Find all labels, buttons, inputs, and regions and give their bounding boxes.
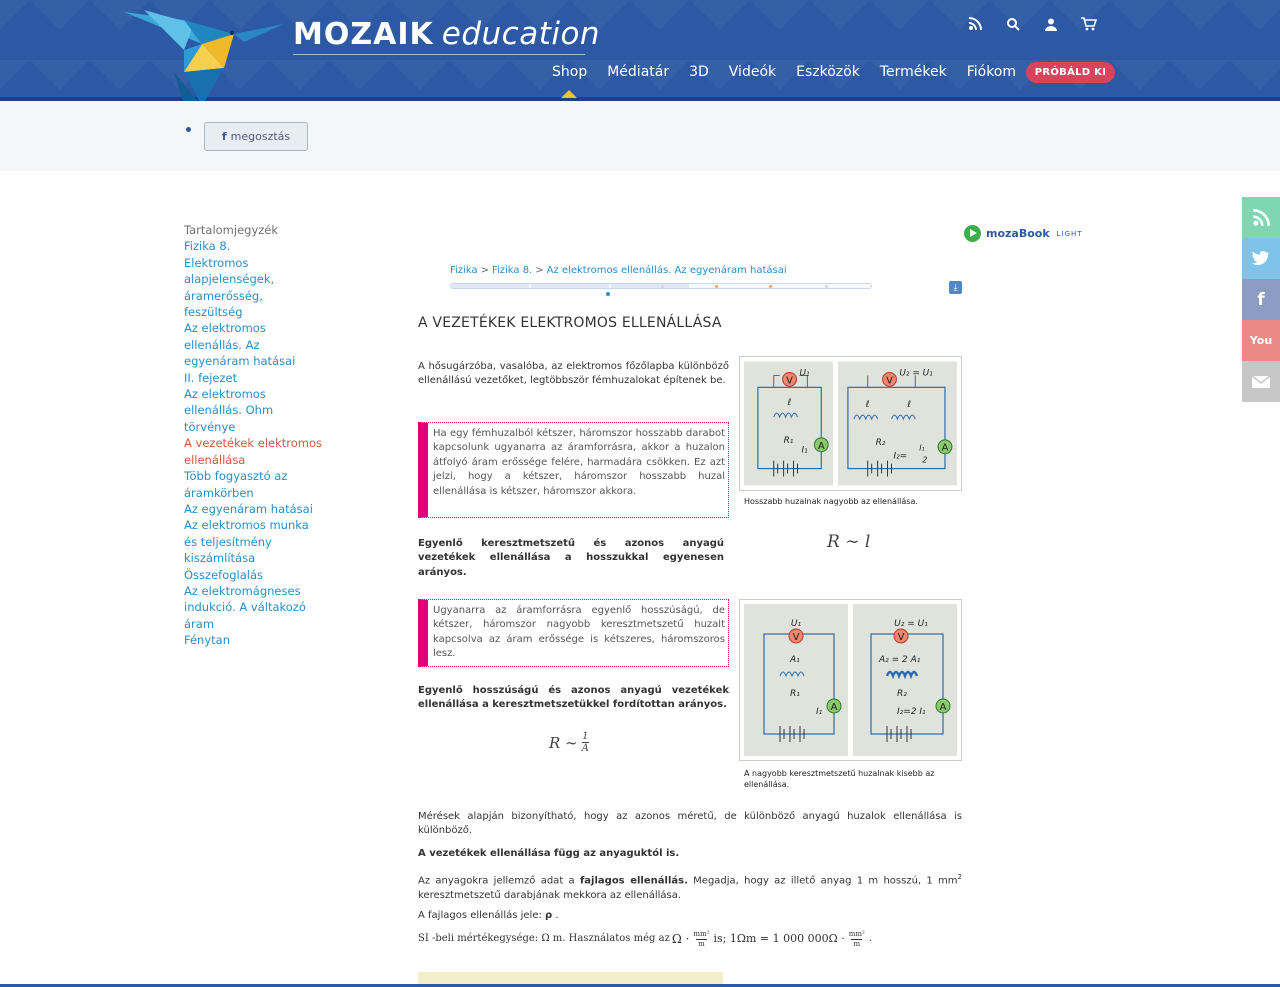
main-nav [552, 64, 1036, 80]
nav-eszkozok[interactable]: Eszközök [796, 64, 860, 80]
current-fraction-num: I₁ [919, 443, 925, 453]
ammeter-label: A [941, 442, 949, 454]
user-icon[interactable] [1041, 14, 1061, 34]
share-strip [0, 101, 1280, 171]
nav-videok[interactable]: Videók [728, 64, 777, 80]
progress-marker [715, 285, 718, 288]
superscript: 2 [957, 873, 962, 881]
rss-share-icon[interactable] [1242, 197, 1280, 238]
figure-cross-section-resistance [739, 599, 962, 761]
download-icon[interactable]: ⤓ [949, 281, 962, 294]
table-of-contents [184, 222, 324, 649]
toc-item[interactable]: Összefoglalás [184, 567, 264, 582]
brand-logo[interactable] [293, 16, 600, 56]
ammeter-label: A [939, 702, 947, 713]
length-label: ℓ [787, 398, 792, 409]
text-span: is; 1Ωm = 1 000 000Ω · [713, 932, 845, 946]
voltmeter-label: V [886, 375, 894, 387]
voltage-label: U₂ = U₁ [894, 619, 928, 629]
si-unit-paragraph [418, 930, 962, 949]
text-span: Megadja, hogy az illető anyag 1 m hosszú, 1 mm [687, 875, 958, 887]
toc-item[interactable]: Az elektromos ellenállás. Ohm törvénye [184, 387, 274, 434]
progress-segment [451, 284, 529, 288]
toc-item[interactable]: Az egyenáram hatásai [184, 501, 313, 516]
voltmeter-label: V [786, 375, 793, 387]
length-label: ℓ [865, 400, 870, 411]
experiment-note-1: Ha egy fémhuzalból kétszer, háromszor hosszabb darabot kapcsolunk ugyanarra az áramforrásra, akkor a huzalon átfolyó áram erőssége felére, harmadára csökken. Ez azt jelzi, hogy a kétszer, háromszor hosszabb huzal ellenállása is kétszer, háromszor akkora. [418, 422, 729, 518]
resistance-label: R₁ [783, 435, 794, 446]
progress-marker [769, 285, 772, 288]
mozabook-edition: LIGHT [1056, 229, 1083, 238]
page-title: A VEZETÉKEK ELEKTROMOS ELLENÁLLÁSA [418, 315, 722, 331]
nav-3d[interactable]: 3D [689, 64, 709, 80]
social-sidebar [1242, 197, 1280, 402]
rho-symbol: ρ [545, 910, 553, 921]
area-label: A₂ = 2 A₁ [879, 655, 921, 665]
voltage-label: U₁ [790, 619, 802, 629]
text-span: SI -beli mértékegysége: Ω m. Használatos még az [418, 933, 670, 945]
youtube-icon[interactable]: You [1242, 320, 1280, 361]
length-label: ℓ [907, 400, 912, 411]
formula-r-length: R ∼ l [827, 532, 871, 552]
logo-education-text: education [441, 16, 601, 52]
unit-fraction-den: m [698, 940, 705, 948]
text-span: . [552, 910, 559, 921]
share-label: megosztás [230, 130, 291, 143]
ammeter-label: A [817, 440, 825, 452]
voltage-label: U₁ [799, 368, 810, 379]
chapter-progress-bar[interactable] [450, 283, 872, 289]
measurement-paragraph: Mérések alapján bizonyítható, hogy az azonos méretű, de különböző anyagú huzalok ellenállása is különböző. [418, 811, 962, 837]
logo-underline [293, 54, 585, 55]
nav-mediatar[interactable]: Médiatár [607, 64, 670, 80]
toc-item[interactable]: Elektromos alapjelenségek, áramerősség, feszültség [184, 255, 275, 320]
progress-segment [531, 284, 609, 288]
breadcrumb-item[interactable]: Fizika 8. [491, 265, 533, 276]
toc-item[interactable]: Az elektromágneses indukció. A váltakozó áram [184, 583, 306, 631]
formula-r-prefix: R ∼ [549, 733, 578, 752]
nav-fiokom[interactable]: Fiókom [966, 64, 1017, 80]
bold-term: fajlagos ellenállás. [579, 875, 688, 887]
facebook-side-icon[interactable]: f [1242, 279, 1280, 320]
kingfisher-logo-icon[interactable] [124, 6, 284, 110]
rss-icon[interactable] [965, 14, 985, 34]
breadcrumb-item[interactable]: Az elektromos ellenállás. Az egyenáram hatásai [546, 265, 787, 276]
ammeter-label: A [830, 702, 838, 713]
logo-mozaik-text: MOZAIK [293, 17, 434, 52]
progress-marker [825, 285, 828, 288]
progress-position-dot [606, 292, 610, 296]
voltmeter-label: V [897, 632, 905, 643]
formula-denominator: A [581, 743, 589, 754]
try-button[interactable]: PRÓBÁLD KI [1026, 62, 1115, 83]
figure-length-resistance [739, 356, 962, 491]
unit-fraction-den: m [853, 940, 861, 948]
toc-item[interactable]: Az elektromos munka és teljesítmény kiszámlítása [184, 518, 309, 566]
progress-segment [611, 284, 689, 288]
resistance-label: R₂ [897, 689, 907, 699]
specific-resistance-paragraph [418, 870, 962, 903]
search-icon[interactable] [1003, 14, 1023, 34]
toc-item[interactable]: II. fejezet [184, 370, 238, 385]
unit-fraction-num: mm² [848, 930, 865, 938]
header-icons [965, 14, 1099, 34]
circuit-diagram-short [744, 361, 833, 486]
mozabook-link[interactable] [964, 225, 1083, 242]
voltage-label: U₂ = U₁ [899, 368, 933, 379]
formula-numerator: 1 [582, 731, 589, 742]
email-icon[interactable] [1242, 361, 1280, 402]
nav-shop[interactable]: Shop [552, 64, 588, 80]
breadcrumb: Fizika > Fizika 8. > Az elektromos ellenállás. Az egyenáram hatásai [450, 265, 787, 276]
area-label: A₁ [790, 655, 800, 665]
circuit-diagram-long [838, 361, 957, 486]
formula-r-area [549, 731, 589, 754]
twitter-icon[interactable] [1242, 238, 1280, 279]
facebook-share-button[interactable] [204, 122, 308, 151]
rule-cross-section: Egyenlő hosszúságú és azonos anyagú vezetékek ellenállása a keresztmetszetükkel fordítottan arányos. [418, 685, 729, 711]
progress-marker [661, 285, 664, 288]
text-span: . [868, 933, 873, 945]
facebook-icon: f [221, 130, 227, 143]
cart-icon[interactable] [1079, 14, 1099, 34]
mozabook-name: mozaBook [986, 227, 1050, 240]
text-span: keresztmetszetű darabjának mekkora az ellenállása. [418, 889, 682, 901]
toc-item[interactable]: Fizika 8. [184, 239, 231, 254]
list-bullet [186, 127, 191, 132]
circuit-diagram-thick [853, 604, 957, 756]
voltmeter-label: V [792, 632, 800, 643]
current-label: I₁ [801, 445, 808, 456]
resistance-label: R₁ [790, 689, 800, 699]
resistance-label: R₂ [875, 437, 886, 448]
text-span: Az anyagokra jellemző adat a [418, 875, 580, 887]
intro-paragraph: A hősugárzóba, vasalóba, az elektromos főzőlapba különböző ellenállású vezetőket, legtöbbször fémhuzalokat építenek be. [418, 361, 729, 387]
current-label: I₁ [816, 707, 823, 717]
symbol-paragraph [418, 909, 962, 923]
play-icon [964, 225, 981, 242]
current-label: I₂=2 I₁ [897, 707, 926, 717]
text-span: A fajlagos ellenállás jele: [418, 910, 546, 921]
nav-termekek[interactable]: Termékek [879, 64, 947, 80]
figure-caption-1: Hosszabb huzalnak nagyobb az ellenállása. [744, 497, 918, 506]
rule-material: A vezetékek ellenállása függ az anyaguktól is. [418, 848, 680, 859]
toc-item[interactable]: Fénytan [184, 633, 230, 648]
rule-length: Egyenlő keresztmetszetű és azonos anyagú vezetékek ellenállása a hosszukkal egyenesen arányos. [418, 538, 724, 578]
unit-symbol: Ω · [671, 932, 690, 947]
toc-item[interactable]: Az elektromos ellenállás. Az egyenáram hatásai [184, 321, 296, 369]
toc-title: Tartalomjegyzék [184, 223, 279, 237]
current-label: I₂= [893, 451, 908, 462]
breadcrumb-item[interactable]: Fizika [450, 265, 478, 276]
unit-fraction-num: mm² [693, 930, 710, 938]
circuit-diagram-thin [744, 604, 848, 756]
toc-item-current[interactable]: A vezetékek elektromos ellenállása [184, 436, 322, 467]
toc-item[interactable]: Több fogyasztó az áramkörben [184, 469, 288, 500]
experiment-note-2: Ugyanarra az áramforrásra egyenlő hosszúságú, de kétszer, háromszor nagyobb keresztmetszetű huzalt kapcsolva az áram erőssége is kétszeres, háromszoros lesz. [418, 599, 729, 667]
current-fraction-den: 2 [922, 455, 928, 465]
figure-caption-2: A nagyobb keresztmetszetű huzalnak kisebb az ellenállása. [744, 769, 935, 789]
